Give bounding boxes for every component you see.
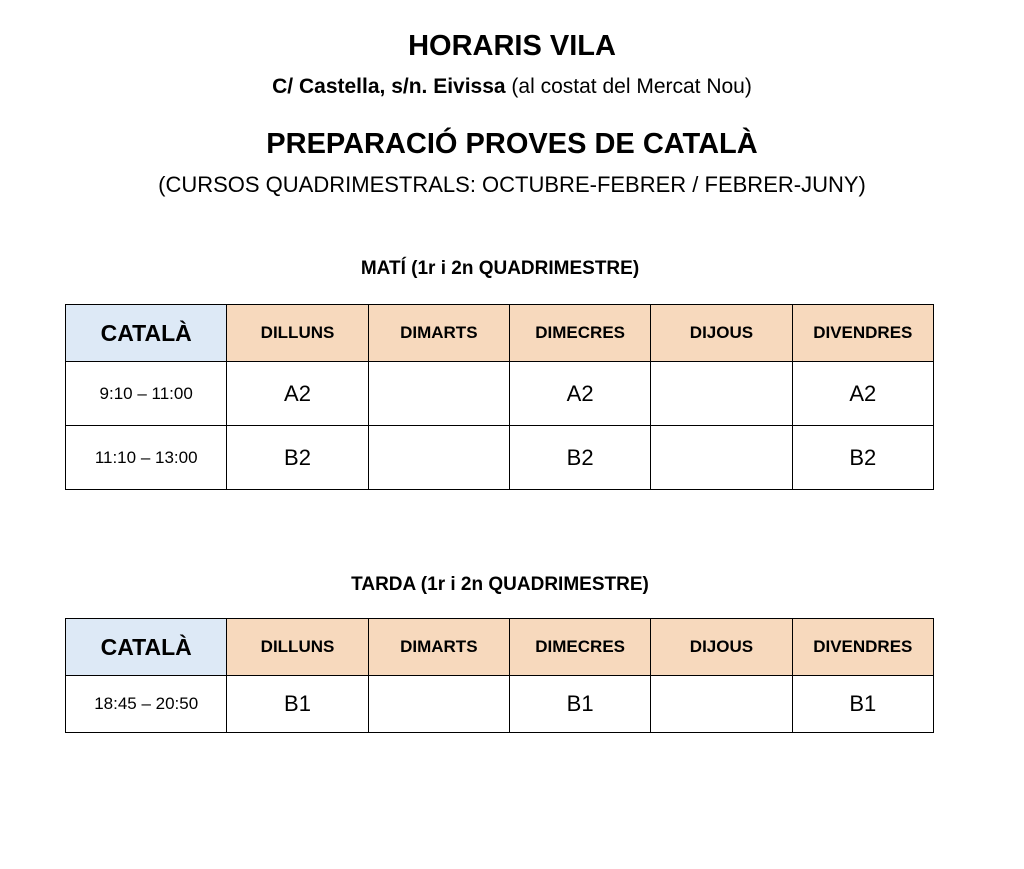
day-header-thursday: DIJOUS bbox=[651, 305, 792, 362]
subject-header: CATALÀ bbox=[66, 305, 227, 362]
level-cell: A2 bbox=[227, 362, 368, 426]
time-slot: 18:45 – 20:50 bbox=[66, 676, 227, 733]
day-header-monday: DILLUNS bbox=[227, 305, 368, 362]
page-title: HORARIS VILA bbox=[408, 30, 616, 62]
day-header-monday: DILLUNS bbox=[227, 619, 368, 676]
table-header-row bbox=[66, 305, 934, 362]
level-cell bbox=[368, 676, 509, 733]
day-header-thursday: DIJOUS bbox=[651, 619, 792, 676]
morning-section-title: MATÍ (1r i 2n QUADRIMESTRE) bbox=[360, 258, 640, 279]
address-note: (al costat del Mercat Nou) bbox=[505, 75, 752, 98]
level-cell bbox=[651, 362, 792, 426]
level-cell: B1 bbox=[792, 676, 933, 733]
table-row bbox=[66, 426, 934, 490]
day-header-wednesday: DIMECRES bbox=[509, 619, 650, 676]
address-street: C/ Castella, s/n. Eivissa bbox=[272, 75, 506, 98]
time-slot: 9:10 – 11:00 bbox=[66, 362, 227, 426]
level-cell: A2 bbox=[792, 362, 933, 426]
level-cell: B2 bbox=[509, 426, 650, 490]
course-heading: PREPARACIÓ PROVES DE CATALÀ bbox=[266, 128, 758, 160]
level-cell: A2 bbox=[509, 362, 650, 426]
table-row bbox=[66, 676, 934, 733]
subject-header: CATALÀ bbox=[66, 619, 227, 676]
day-header-friday: DIVENDRES bbox=[792, 619, 933, 676]
morning-schedule-table bbox=[65, 304, 934, 490]
level-cell: B2 bbox=[792, 426, 933, 490]
time-slot: 11:10 – 13:00 bbox=[66, 426, 227, 490]
level-cell: B1 bbox=[227, 676, 368, 733]
afternoon-section-title: TARDA (1r i 2n QUADRIMESTRE) bbox=[351, 574, 649, 595]
level-cell bbox=[651, 676, 792, 733]
table-row bbox=[66, 362, 934, 426]
day-header-friday: DIVENDRES bbox=[792, 305, 933, 362]
table-header-row bbox=[66, 619, 934, 676]
level-cell bbox=[368, 426, 509, 490]
course-subheading: (CURSOS QUADRIMESTRALS: OCTUBRE-FEBRER / FEBRER-JUNY) bbox=[158, 172, 866, 197]
address bbox=[0, 73, 1024, 101]
day-header-tuesday: DIMARTS bbox=[368, 619, 509, 676]
day-header-wednesday: DIMECRES bbox=[509, 305, 650, 362]
day-header-tuesday: DIMARTS bbox=[368, 305, 509, 362]
afternoon-schedule-table bbox=[65, 618, 934, 733]
level-cell bbox=[651, 426, 792, 490]
level-cell bbox=[368, 362, 509, 426]
level-cell: B1 bbox=[509, 676, 650, 733]
level-cell: B2 bbox=[227, 426, 368, 490]
